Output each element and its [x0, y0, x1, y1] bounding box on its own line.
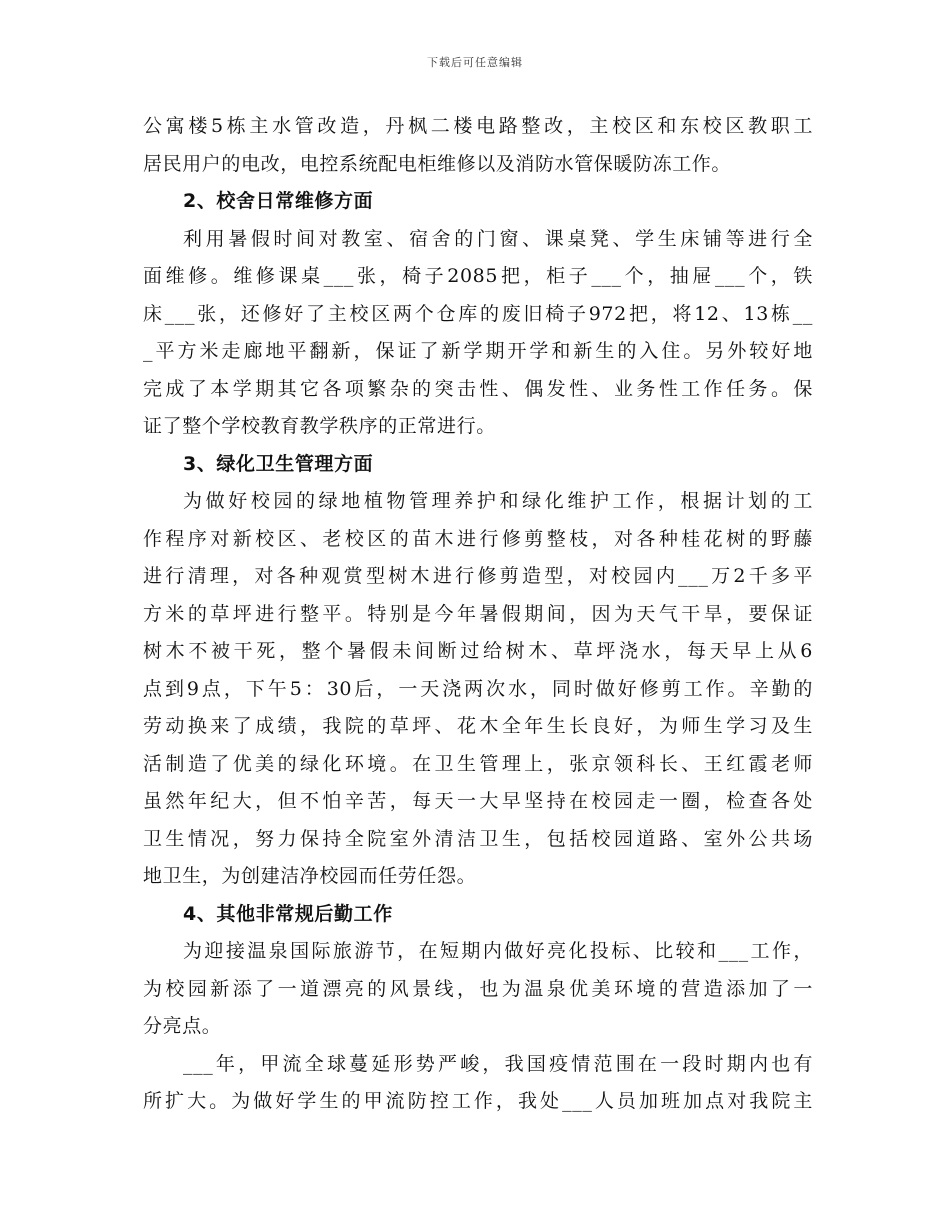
body-text-line: 作程序对新校区、老校区的苗木进行修剪整枝，对各种桂花树的野藤 [143, 527, 813, 550]
document-body [143, 108, 813, 1121]
body-text-line: 为校园新添了一道漂亮的风景线，也为温泉优美环境的营造添加了一 [143, 977, 813, 1000]
body-text-line: 公寓楼5栋主水管改造，丹枫二楼电路整改，主校区和东校区教职工 [143, 115, 813, 137]
body-text-line: 地卫生，为创建洁净校园而任劳任怨。 [143, 865, 477, 887]
body-text-line: 方米的草坪进行整平。特别是今年暑假期间，因为天气干旱，要保证 [143, 602, 813, 625]
body-text-line: 为迎接温泉国际旅游节，在短期内做好亮化投标、比较和___工作， [183, 940, 813, 962]
body-text-line: 虽然年纪大，但不怕辛苦，每天一大早坚持在校园走一圈，检查各处 [143, 790, 813, 812]
body-text-line: 为做好校园的绿地植物管理养护和绿化维护工作，根据计划的工 [183, 490, 813, 512]
body-text-line: 证了整个学校教育教学秩序的正常进行。 [143, 415, 496, 437]
body-text-line: 点到9点，下午5：30后，一天浇两次水，同时做好修剪工作。辛勤的 [143, 677, 813, 700]
body-text-line: 树木不被干死，整个暑假未间断过给树木、草坪浇水，每天早上从6 [143, 640, 813, 662]
body-text-line: 活制造了优美的绿化环境。在卫生管理上，张京领科长、王红霞老师 [143, 752, 813, 775]
body-text-line: 完成了本学期其它各项繁杂的突击性、偶发性、业务性工作任务。保 [143, 377, 813, 400]
body-text-line: 劳动换来了成绩，我院的草坪、花木全年生长良好，为师生学习及生 [143, 715, 813, 737]
body-text-line: _平方米走廊地平翻新，保证了新学期开学和新生的入住。另外较好地 [143, 340, 813, 362]
body-text-line: 所扩大。为做好学生的甲流防控工作，我处___人员加班加点对我院主 [143, 1090, 813, 1112]
body-text-line: 居民用户的电改，电控系统配电柜维修以及消防水管保暖防冻工作。 [143, 152, 732, 175]
body-text-line: 床___张，还修好了主校区两个仓库的废旧椅子972把，将12、13栋__ [143, 302, 813, 325]
body-text-line: ___年，甲流全球蔓延形势严峻，我国疫情范围在一段时期内也有 [183, 1052, 813, 1075]
section-heading: 3、绿化卫生管理方面 [183, 452, 374, 475]
page-header: 下载后可任意编辑 [427, 56, 523, 69]
body-text-line: 进行清理，对各种观赏型树木进行修剪造型，对校园内___万2千多平 [143, 565, 813, 587]
body-text-line: 分亮点。 [143, 1015, 222, 1037]
body-text-line: 面维修。维修课桌___张，椅子2085把，柜子___个，抽屉___个，铁 [143, 265, 813, 287]
section-heading: 4、其他非常规后勤工作 [183, 902, 393, 925]
body-text-line: 利用暑假时间对教室、宿舍的门窗、课桌凳、学生床铺等进行全 [183, 227, 813, 250]
body-text-line: 卫生情况，努力保持全院室外清洁卫生，包括校园道路、室外公共场 [143, 827, 813, 850]
section-heading: 2、校舍日常维修方面 [183, 190, 374, 212]
